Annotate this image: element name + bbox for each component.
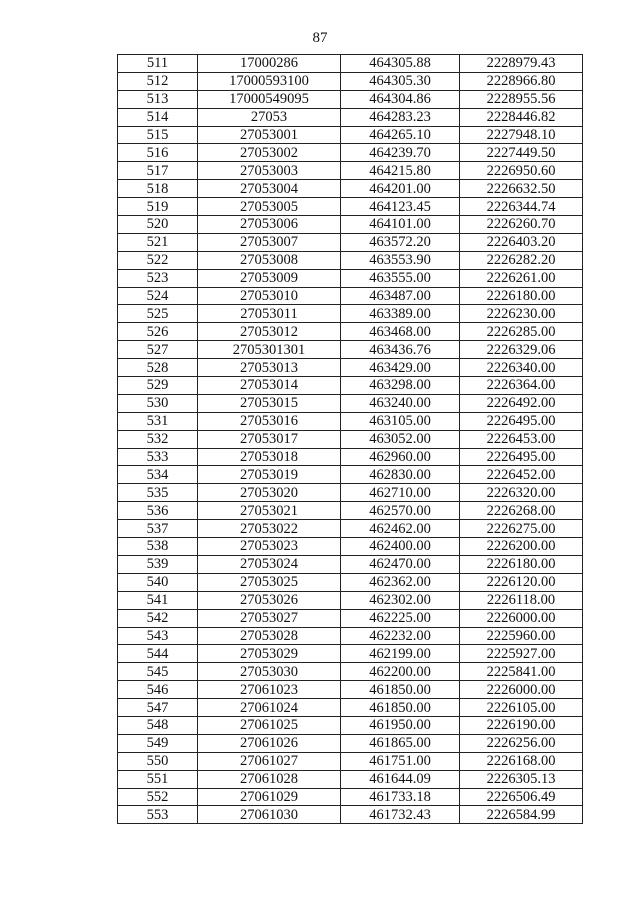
- point-id-cell: 27053027: [198, 609, 341, 627]
- table-body: [118, 55, 583, 824]
- x-coordinate-cell: 463298.00: [341, 377, 460, 395]
- point-id-cell: 27053015: [198, 394, 341, 412]
- x-coordinate-cell: 464239.70: [341, 144, 460, 162]
- row-index-cell: 521: [118, 233, 198, 251]
- row-index-cell: 550: [118, 752, 198, 770]
- point-id-cell: 27061023: [198, 681, 341, 699]
- point-id-cell: 2705301301: [198, 341, 341, 359]
- point-id-cell: 27053023: [198, 538, 341, 556]
- point-id-cell: 17000286: [198, 55, 341, 73]
- row-index-cell: 517: [118, 162, 198, 180]
- row-index-cell: 532: [118, 430, 198, 448]
- table-row: [118, 484, 583, 502]
- x-coordinate-cell: 463553.90: [341, 251, 460, 269]
- point-id-cell: 27053010: [198, 287, 341, 305]
- table-row: [118, 216, 583, 234]
- x-coordinate-cell: 462960.00: [341, 448, 460, 466]
- table-row: [118, 734, 583, 752]
- table-row: [118, 287, 583, 305]
- table-row: [118, 466, 583, 484]
- row-index-cell: 533: [118, 448, 198, 466]
- table-row: [118, 520, 583, 538]
- x-coordinate-cell: 461950.00: [341, 716, 460, 734]
- row-index-cell: 522: [118, 251, 198, 269]
- y-coordinate-cell: 2226180.00: [460, 555, 583, 573]
- row-index-cell: 519: [118, 198, 198, 216]
- point-id-cell: 27053014: [198, 377, 341, 395]
- y-coordinate-cell: 2226403.20: [460, 233, 583, 251]
- table-row: [118, 341, 583, 359]
- row-index-cell: 526: [118, 323, 198, 341]
- table-row: [118, 752, 583, 770]
- point-id-cell: 27053024: [198, 555, 341, 573]
- table-row: [118, 359, 583, 377]
- x-coordinate-cell: 463555.00: [341, 269, 460, 287]
- point-id-cell: 27061024: [198, 699, 341, 717]
- table-row: [118, 591, 583, 609]
- table-row: [118, 126, 583, 144]
- table-row: [118, 269, 583, 287]
- y-coordinate-cell: 2226118.00: [460, 591, 583, 609]
- y-coordinate-cell: 2226282.20: [460, 251, 583, 269]
- x-coordinate-cell: 463487.00: [341, 287, 460, 305]
- y-coordinate-cell: 2226506.49: [460, 788, 583, 806]
- row-index-cell: 516: [118, 144, 198, 162]
- table-row: [118, 788, 583, 806]
- table-row: [118, 448, 583, 466]
- y-coordinate-cell: 2227449.50: [460, 144, 583, 162]
- point-id-cell: 27061030: [198, 806, 341, 824]
- table-row: [118, 55, 583, 73]
- row-index-cell: 541: [118, 591, 198, 609]
- point-id-cell: 27053009: [198, 269, 341, 287]
- point-id-cell: 27053006: [198, 216, 341, 234]
- point-id-cell: 27053007: [198, 233, 341, 251]
- y-coordinate-cell: 2226453.00: [460, 430, 583, 448]
- y-coordinate-cell: 2227948.10: [460, 126, 583, 144]
- table-row: [118, 645, 583, 663]
- x-coordinate-cell: 463389.00: [341, 305, 460, 323]
- point-id-cell: 27053016: [198, 412, 341, 430]
- x-coordinate-cell: 462470.00: [341, 555, 460, 573]
- x-coordinate-cell: 463468.00: [341, 323, 460, 341]
- y-coordinate-cell: 2226495.00: [460, 448, 583, 466]
- table-row: [118, 394, 583, 412]
- point-id-cell: 27053003: [198, 162, 341, 180]
- y-coordinate-cell: 2226000.00: [460, 681, 583, 699]
- table-row: [118, 681, 583, 699]
- table-row: [118, 144, 583, 162]
- table-row: [118, 770, 583, 788]
- table-row: [118, 430, 583, 448]
- y-coordinate-cell: 2226305.13: [460, 770, 583, 788]
- x-coordinate-cell: 464265.10: [341, 126, 460, 144]
- point-id-cell: 27061027: [198, 752, 341, 770]
- row-index-cell: 524: [118, 287, 198, 305]
- point-id-cell: 27053002: [198, 144, 341, 162]
- x-coordinate-cell: 461865.00: [341, 734, 460, 752]
- row-index-cell: 543: [118, 627, 198, 645]
- y-coordinate-cell: 2228966.80: [460, 72, 583, 90]
- y-coordinate-cell: 2226168.00: [460, 752, 583, 770]
- table-row: [118, 609, 583, 627]
- x-coordinate-cell: 463240.00: [341, 394, 460, 412]
- table-row: [118, 663, 583, 681]
- x-coordinate-cell: 461751.00: [341, 752, 460, 770]
- x-coordinate-cell: 461644.09: [341, 770, 460, 788]
- y-coordinate-cell: 2226950.60: [460, 162, 583, 180]
- row-index-cell: 537: [118, 520, 198, 538]
- point-id-cell: 27053011: [198, 305, 341, 323]
- table-row: [118, 502, 583, 520]
- y-coordinate-cell: 2226275.00: [460, 520, 583, 538]
- row-index-cell: 512: [118, 72, 198, 90]
- point-id-cell: 27053020: [198, 484, 341, 502]
- x-coordinate-cell: 462570.00: [341, 502, 460, 520]
- point-id-cell: 27053005: [198, 198, 341, 216]
- y-coordinate-cell: 2226495.00: [460, 412, 583, 430]
- table-row: [118, 233, 583, 251]
- x-coordinate-cell: 464305.88: [341, 55, 460, 73]
- x-coordinate-cell: 461732.43: [341, 806, 460, 824]
- coordinates-table: [117, 54, 583, 824]
- table-row: [118, 555, 583, 573]
- y-coordinate-cell: 2226120.00: [460, 573, 583, 591]
- row-index-cell: 536: [118, 502, 198, 520]
- y-coordinate-cell: 2228979.43: [460, 55, 583, 73]
- x-coordinate-cell: 464215.80: [341, 162, 460, 180]
- row-index-cell: 530: [118, 394, 198, 412]
- x-coordinate-cell: 463105.00: [341, 412, 460, 430]
- y-coordinate-cell: 2226344.74: [460, 198, 583, 216]
- table-row: [118, 806, 583, 824]
- x-coordinate-cell: 461850.00: [341, 681, 460, 699]
- table-row: [118, 412, 583, 430]
- row-index-cell: 531: [118, 412, 198, 430]
- table-row: [118, 699, 583, 717]
- point-id-cell: 27053001: [198, 126, 341, 144]
- point-id-cell: 27053025: [198, 573, 341, 591]
- x-coordinate-cell: 462302.00: [341, 591, 460, 609]
- row-index-cell: 542: [118, 609, 198, 627]
- row-index-cell: 513: [118, 90, 198, 108]
- y-coordinate-cell: 2226190.00: [460, 716, 583, 734]
- y-coordinate-cell: 2225841.00: [460, 663, 583, 681]
- table-row: [118, 323, 583, 341]
- row-index-cell: 520: [118, 216, 198, 234]
- table-row: [118, 538, 583, 556]
- y-coordinate-cell: 2226584.99: [460, 806, 583, 824]
- table-row: [118, 108, 583, 126]
- row-index-cell: 549: [118, 734, 198, 752]
- point-id-cell: 17000549095: [198, 90, 341, 108]
- y-coordinate-cell: 2226180.00: [460, 287, 583, 305]
- table-row: [118, 377, 583, 395]
- x-coordinate-cell: 462462.00: [341, 520, 460, 538]
- point-id-cell: 27061028: [198, 770, 341, 788]
- y-coordinate-cell: 2226200.00: [460, 538, 583, 556]
- y-coordinate-cell: 2226260.70: [460, 216, 583, 234]
- y-coordinate-cell: 2225927.00: [460, 645, 583, 663]
- point-id-cell: 27053019: [198, 466, 341, 484]
- x-coordinate-cell: 462710.00: [341, 484, 460, 502]
- point-id-cell: 27053008: [198, 251, 341, 269]
- x-coordinate-cell: 463572.20: [341, 233, 460, 251]
- point-id-cell: 27053029: [198, 645, 341, 663]
- x-coordinate-cell: 462400.00: [341, 538, 460, 556]
- row-index-cell: 551: [118, 770, 198, 788]
- x-coordinate-cell: 461850.00: [341, 699, 460, 717]
- point-id-cell: 27061029: [198, 788, 341, 806]
- point-id-cell: 27053021: [198, 502, 341, 520]
- y-coordinate-cell: 2226320.00: [460, 484, 583, 502]
- row-index-cell: 548: [118, 716, 198, 734]
- table-row: [118, 72, 583, 90]
- y-coordinate-cell: 2228955.56: [460, 90, 583, 108]
- row-index-cell: 529: [118, 377, 198, 395]
- point-id-cell: 27053004: [198, 180, 341, 198]
- y-coordinate-cell: 2225960.00: [460, 627, 583, 645]
- y-coordinate-cell: 2226492.00: [460, 394, 583, 412]
- table-row: [118, 251, 583, 269]
- x-coordinate-cell: 462199.00: [341, 645, 460, 663]
- x-coordinate-cell: 461733.18: [341, 788, 460, 806]
- x-coordinate-cell: 462232.00: [341, 627, 460, 645]
- point-id-cell: 27053028: [198, 627, 341, 645]
- row-index-cell: 539: [118, 555, 198, 573]
- point-id-cell: 27053013: [198, 359, 341, 377]
- row-index-cell: 546: [118, 681, 198, 699]
- x-coordinate-cell: 462830.00: [341, 466, 460, 484]
- table-row: [118, 627, 583, 645]
- x-coordinate-cell: 463429.00: [341, 359, 460, 377]
- row-index-cell: 515: [118, 126, 198, 144]
- table-row: [118, 198, 583, 216]
- x-coordinate-cell: 464304.86: [341, 90, 460, 108]
- y-coordinate-cell: 2226268.00: [460, 502, 583, 520]
- row-index-cell: 552: [118, 788, 198, 806]
- point-id-cell: 27061026: [198, 734, 341, 752]
- point-id-cell: 27061025: [198, 716, 341, 734]
- y-coordinate-cell: 2226364.00: [460, 377, 583, 395]
- point-id-cell: 27053017: [198, 430, 341, 448]
- table-row: [118, 716, 583, 734]
- table-row: [118, 162, 583, 180]
- y-coordinate-cell: 2226285.00: [460, 323, 583, 341]
- row-index-cell: 527: [118, 341, 198, 359]
- row-index-cell: 540: [118, 573, 198, 591]
- point-id-cell: 27053026: [198, 591, 341, 609]
- y-coordinate-cell: 2226452.00: [460, 466, 583, 484]
- table-row: [118, 573, 583, 591]
- row-index-cell: 518: [118, 180, 198, 198]
- point-id-cell: 27053012: [198, 323, 341, 341]
- y-coordinate-cell: 2228446.82: [460, 108, 583, 126]
- row-index-cell: 535: [118, 484, 198, 502]
- point-id-cell: 27053: [198, 108, 341, 126]
- row-index-cell: 523: [118, 269, 198, 287]
- row-index-cell: 538: [118, 538, 198, 556]
- y-coordinate-cell: 2226329.06: [460, 341, 583, 359]
- y-coordinate-cell: 2226261.00: [460, 269, 583, 287]
- row-index-cell: 553: [118, 806, 198, 824]
- x-coordinate-cell: 464101.00: [341, 216, 460, 234]
- point-id-cell: 27053018: [198, 448, 341, 466]
- row-index-cell: 544: [118, 645, 198, 663]
- x-coordinate-cell: 464201.00: [341, 180, 460, 198]
- x-coordinate-cell: 464123.45: [341, 198, 460, 216]
- y-coordinate-cell: 2226105.00: [460, 699, 583, 717]
- row-index-cell: 547: [118, 699, 198, 717]
- x-coordinate-cell: 462362.00: [341, 573, 460, 591]
- row-index-cell: 528: [118, 359, 198, 377]
- point-id-cell: 27053030: [198, 663, 341, 681]
- point-id-cell: 27053022: [198, 520, 341, 538]
- x-coordinate-cell: 462225.00: [341, 609, 460, 627]
- y-coordinate-cell: 2226256.00: [460, 734, 583, 752]
- x-coordinate-cell: 462200.00: [341, 663, 460, 681]
- table-row: [118, 180, 583, 198]
- x-coordinate-cell: 464283.23: [341, 108, 460, 126]
- row-index-cell: 514: [118, 108, 198, 126]
- y-coordinate-cell: 2226340.00: [460, 359, 583, 377]
- row-index-cell: 525: [118, 305, 198, 323]
- table-row: [118, 90, 583, 108]
- x-coordinate-cell: 464305.30: [341, 72, 460, 90]
- x-coordinate-cell: 463052.00: [341, 430, 460, 448]
- row-index-cell: 545: [118, 663, 198, 681]
- y-coordinate-cell: 2226632.50: [460, 180, 583, 198]
- table-row: [118, 305, 583, 323]
- x-coordinate-cell: 463436.76: [341, 341, 460, 359]
- point-id-cell: 17000593100: [198, 72, 341, 90]
- row-index-cell: 534: [118, 466, 198, 484]
- y-coordinate-cell: 2226000.00: [460, 609, 583, 627]
- page-number: 87: [312, 30, 328, 46]
- row-index-cell: 511: [118, 55, 198, 73]
- y-coordinate-cell: 2226230.00: [460, 305, 583, 323]
